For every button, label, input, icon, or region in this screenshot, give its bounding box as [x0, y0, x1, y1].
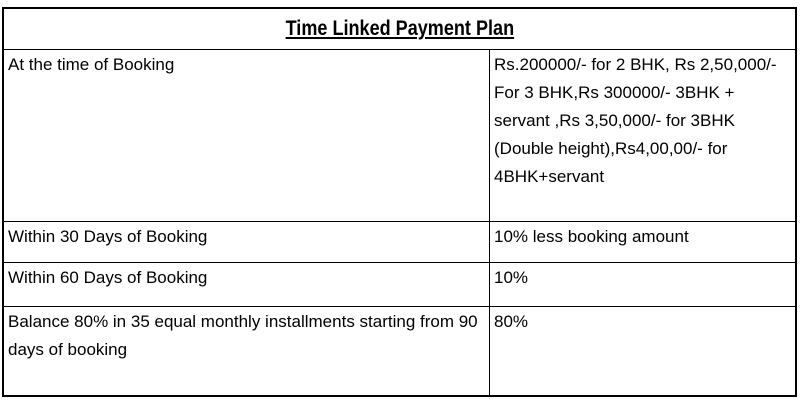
amount-cell: Rs.200000/- for 2 BHK, Rs 2,50,000/- For 3 BHK,Rs 300000/- 3BHK + servant ,Rs 3,50,000/- for 3BHK (Double height),Rs4,00,00/- for 4BHK+servant [494, 55, 777, 186]
amount-cell: 10% less booking amount [494, 227, 689, 246]
amount-cell: 80% [494, 312, 529, 331]
amount-cell: 10% [494, 268, 529, 287]
table-row [4, 221, 795, 262]
table-row [4, 49, 795, 221]
stage-cell: At the time of Booking [4, 50, 490, 221]
table-title: Time Linked Payment Plan [285, 17, 514, 40]
payment-plan-table [2, 7, 797, 397]
table-row [4, 306, 795, 395]
table-title-row [4, 9, 795, 49]
stage-cell: Within 30 Days of Booking [4, 222, 490, 262]
stage-cell: Within 60 Days of Booking [4, 263, 490, 306]
stage-cell: Balance 80% in 35 equal monthly installments starting from 90 days of booking [4, 307, 490, 395]
table-row [4, 262, 795, 306]
